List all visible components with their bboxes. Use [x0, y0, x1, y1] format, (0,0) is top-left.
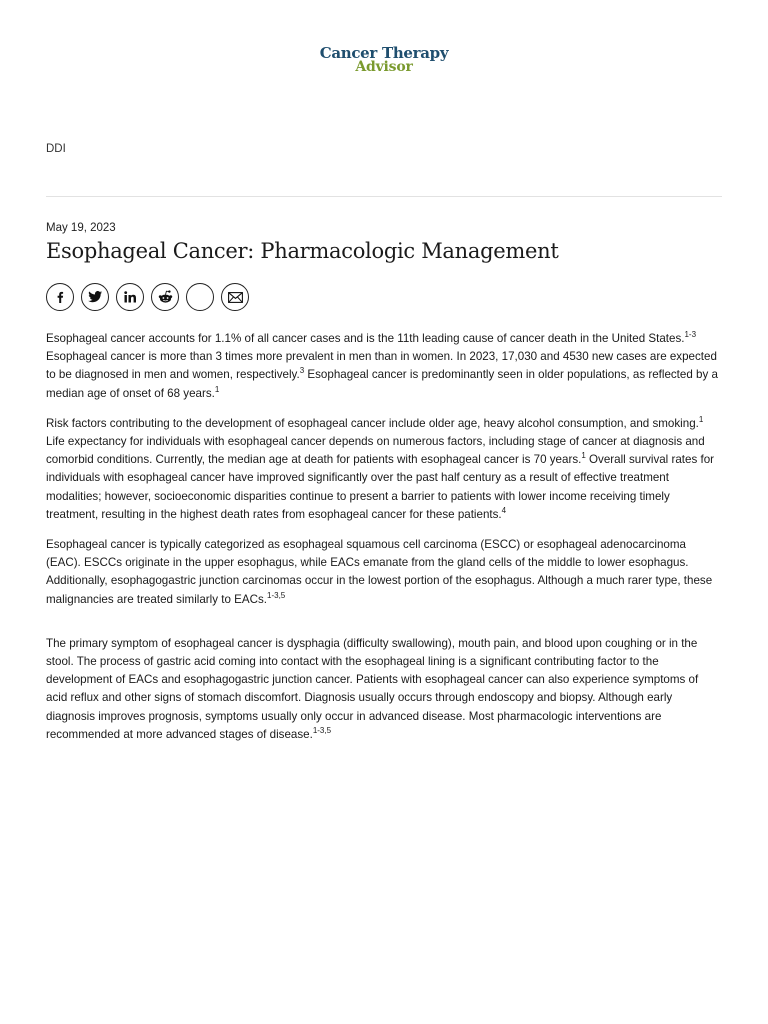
- citation-superscript: 1: [698, 414, 704, 424]
- reddit-icon: [158, 290, 173, 304]
- site-logo[interactable]: [0, 46, 768, 74]
- citation-superscript: 1-3: [684, 330, 697, 340]
- email-icon: [228, 292, 243, 303]
- article-paragraph: [46, 635, 722, 744]
- paragraph-text: Esophageal cancer is more than 3 times more prevalent in men than in women. In 2023, 17,030 and 4530 new cases are expected to be diagnosed in men and women, respectively.: [46, 350, 717, 382]
- publish-date: May 19, 2023: [46, 222, 116, 234]
- article-paragraph: [46, 536, 722, 609]
- logo-line-1: Cancer Therapy: [319, 44, 449, 62]
- article-paragraph: [46, 415, 722, 524]
- logo-line-2: Advisor: [355, 59, 413, 75]
- citation-superscript: 4: [501, 505, 507, 515]
- share-linkedin-button[interactable]: [116, 283, 144, 311]
- paragraph-text: Life expectancy for individuals with esophageal cancer depends on numerous factors, including stage of cancer at diagnosis and comorbid conditions. Currently, the median age at death for patients with esophageal cancer is 70 years.: [46, 435, 705, 467]
- citation-superscript: 1: [214, 384, 220, 394]
- share-facebook-button[interactable]: [46, 283, 74, 311]
- share-bar: [46, 283, 249, 311]
- citation-superscript: 1-3,5: [267, 590, 286, 600]
- linkedin-icon: [124, 291, 136, 303]
- citation-superscript: 1: [581, 451, 586, 461]
- citation-superscript: 3: [299, 366, 305, 376]
- share-email-button[interactable]: [221, 283, 249, 311]
- paragraph-text: Esophageal cancer is predominantly seen in older populations, as reflected by a median age of onset of 68 years.: [46, 368, 718, 400]
- paragraph-text: Overall survival rates for individuals with esophageal cancer have improved significantly over the past half century as a result of effective treatment modalities; however, socioeconomic disparities continue to present a barrier to patients with lower income receiving timely treatment, resulting in the highest death rates from esophageal cancer for these patients.: [46, 453, 715, 521]
- category-link[interactable]: DDI: [46, 143, 66, 155]
- article-body: [46, 330, 722, 756]
- share-reddit-button[interactable]: [151, 283, 179, 311]
- header-divider: [46, 196, 722, 197]
- paragraph-text: Esophageal cancer accounts for 1.1% of all cancer cases and is the 11th leading cause of cancer death in the United States.: [46, 332, 685, 345]
- twitter-icon: [88, 291, 102, 303]
- facebook-icon: [54, 291, 66, 303]
- share-twitter-button[interactable]: [81, 283, 109, 311]
- citation-superscript: 1-3,5: [312, 726, 332, 735]
- paragraph-text: The primary symptom of esophageal cancer is dysphagia (difficulty swallowing), mouth pain, and blood upon coughing or in the stool. The process of gastric acid coming into contact with the esophageal lining is a significant contributing factor to the development of EACs and esophagogastric junction cancer. Patients with esophageal cancer can also experience symptoms of acid reflux and other signs of stomach discomfort. Diagnosis usually occurs through endoscopy and biopsy. Although early diagnosis improves prognosis, symptoms usually only occur in advanced disease. Most pharmacologic interventions are recommended at more advanced stages of disease.: [46, 636, 699, 741]
- article-paragraph: [46, 330, 722, 403]
- article-title: Esophageal Cancer: Pharmacologic Management: [46, 239, 559, 263]
- paragraph-text: Esophageal cancer is typically categorized as esophageal squamous cell carcinoma (ESCC) or esophageal adenocarcinoma (EAC). ESCCs originate in the upper esophagus, while EACs emanate from the gland cells of the middle to lower esophagus. Additionally, esophagogastric junction carcinomas occur in the lowest portion of the esophagus. Although a much rarer type, these malignancies are treated similarly to EACs.: [46, 538, 713, 606]
- share-blank-button[interactable]: [186, 283, 214, 311]
- paragraph-text: Risk factors contributing to the development of esophageal cancer include older age, heavy alcohol consumption, and smoking.: [46, 416, 699, 430]
